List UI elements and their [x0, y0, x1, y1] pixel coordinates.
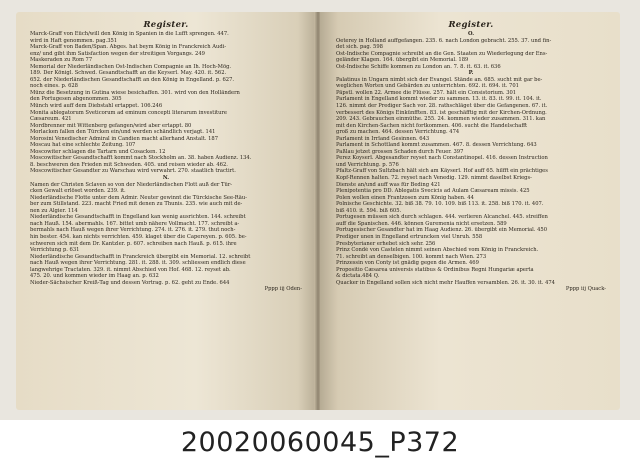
register-entry-line: Prediger unen in Engelland ertruncken viel Unruh. 558: [336, 233, 483, 240]
register-entry-line: Namen der Christen Sclaven so von der Niederländischen Flott auß der Tür-: [30, 181, 233, 188]
section-letter: O.: [467, 31, 475, 37]
register-entry-line: 71. schreibt an denselbigen. 100. kommt nach Wien. 273: [336, 253, 487, 260]
register-entry-line: Pfaltz-Graff von Sultzbach hält sich am Käyserl. Hof auff 65. hilfft ein prächtiges: [336, 168, 548, 175]
section-letter: P.: [468, 70, 474, 77]
register-entry-line: Morosini Venedischer Admiral in Candien macht allerhand Anstalt. 187: [30, 135, 219, 142]
left-page-header: Register.: [143, 20, 189, 30]
register-entry-line: Presbyterianer erhebet sich sehr. 256: [336, 240, 436, 247]
register-entry-line: Päpstl. wollen 22. Armee die Flüsse. 257. hält ein Consistorium. 301: [336, 89, 517, 96]
register-entry-line: Perez Koyserl. Abgesandter reyset nach Constantinopel. 416. dessen Instruction: [336, 155, 548, 162]
register-entry-line: bermahls nach Hauß wegen ihrer Verrichtung. 274. it. 276. it. 279. thut noch-: [30, 227, 236, 234]
register-entry-line: Parlament in Engelland kommt wieder zu sammen. 13. it. 83. it. 99. it. 104. it.: [336, 96, 542, 103]
register-entry-line: Pppp iij Oden-: [264, 286, 302, 293]
register-entry-line: Polnische Geschichte. 32. biß 38. 79. 10. 109. biß 113. it. 258. biß 170. it. 407.: [336, 201, 544, 208]
register-entry-line: Münch wird auff dem Diebstahl ertappet. 106.246: [30, 103, 163, 110]
register-entry-line: groß zu machen. 464. dessen Verrichtung. 474: [336, 129, 460, 136]
register-entry-line: Kopf-Rennen halten. 72. reyset nach Venedig. 129. nimmt daselbst Kriegs-: [336, 175, 532, 182]
right-register-lines: [336, 31, 606, 293]
register-entry-line: auff die Spanischen. 446. können Guremenia nicht ersetzen. 589: [336, 220, 507, 227]
register-entry-line: Parlament in Irrland Gesinnen. 643: [336, 135, 430, 142]
register-entry-line: Prinz Condé von Castelen nimmt seinen Abschied vom König in Franckreich.: [336, 247, 539, 254]
register-entry-line: nach Hauß. 154. abermahls. 167. bittet umb nähere Vollmacht. 177. schreibt a-: [30, 220, 240, 227]
register-entry-line: Plenipotentia pro DD. Ablegatis Svecicis ad Aulam Cæsaream missis. 425: [336, 188, 530, 195]
register-entry-line: Niederländische Gesandtschafft in Engelland kan wenig ausrichten. 144. schreibt: [30, 214, 246, 221]
register-entry-line: Pppp iij Quack-: [565, 286, 606, 293]
register-entry-line: Marck-Graff von Eüch/will den König in Spanien in die Lufft sprengen. 447.: [30, 31, 229, 37]
register-entry-line: Quacker in Engelland sollen sich nicht mehr Hauffen versamblen. 26. it. 30. it. 474: [336, 279, 555, 286]
register-entry-line: weglichen Worten und Gebärden zu unterrichten. 692. it. 694. it. 701: [336, 83, 519, 90]
register-entry-line: Cæsareum. 421: [30, 116, 72, 123]
register-entry-line: 189. Der Königl. Schwed. Gesandtschafft an die Keyserl. May. 420. it. 562.: [30, 70, 227, 77]
register-entry-line: 8. beschweren den Frieden mit Schweden. 405. und reisen wieder ab. 462.: [30, 161, 228, 168]
section-letter: N.: [162, 175, 170, 182]
register-entry-line: schweren sich mit dem Dr. Kantzler. p. 607. schreiben nach Hauß. p. 615. ihre: [30, 240, 237, 247]
register-entry-line: geländer Klagen. 164. übergibt ein Memorial. 189: [336, 57, 469, 64]
register-entry-line: Palatinus in Ungarn nimbt sich der Evangel. Stände an. 685. sucht mit gar be-: [336, 76, 543, 83]
register-entry-line: Memorial der Niederländischen Ost-Indischen Compagnie an Ih. Hoch-Mög.: [30, 63, 232, 70]
register-entry-line: Portugesischer Gesandter hat im Haag Audienz. 26. übergibt ein Memorial. 450: [336, 227, 548, 234]
register-entry-line: Niederländische Gesandtschafft in Franckreich übergibt ein Memorial. 12. schreibt: [30, 253, 251, 260]
register-entry-line: 652. der Niederländischen Gesandtschafft an den König in Engelland. p. 627.: [30, 76, 235, 83]
register-entry-line: Dienste an/und auff was für Beding 421: [336, 181, 441, 188]
register-entry-line: Moscowiter schlagen die Tartarn und Cosacken. 12: [30, 148, 166, 155]
left-page: [16, 12, 316, 410]
register-entry-line: Ost-Indische Schiffe kommen zu London an. 7. 8. it. 63. it. 636: [336, 63, 501, 70]
register-entry-line: enz/ und gibt ihm Satisfaction wegen der streitigen Vorgangs. 249: [30, 50, 205, 57]
register-entry-line: Ost-Indische Compagnie schreibt an die Gen. Staaten zu Wiederlegung der Ens-: [336, 50, 548, 57]
register-entry-line: Monita ablegatorum Sveticorum ad eminum concepti literarum investiture: [30, 109, 227, 116]
register-entry-line: langwehrige Tractaten. 329. it. nimmt Abschied von Hof. 468. 12. reyset ab.: [30, 266, 231, 273]
register-entry-line: verbessert des Königs Einkünfften. 83. ist geschäfftig mit der Kirchen-Ordnung.: [336, 109, 547, 116]
register-entry-line: Verrichtung p. 631: [30, 247, 80, 254]
register-entry-line: Prinzessin von Conty ist gnädig gegen die Armen. 469: [336, 260, 479, 267]
register-entry-line: cken Gewalt erlöset worden. 239. it.: [30, 188, 126, 195]
register-entry-line: und Verrichtung. p. 576: [336, 161, 399, 168]
register-entry-line: Polen wollen einen Frantzosen zum König haben. 44: [336, 194, 474, 201]
register-entry-line: Nieder-Sächsischer Kreiß-Tag und dessen Vortrag. p. 62. geht zu Ende. 644: [30, 279, 230, 286]
register-entry-line: ber zum Stillstand. 223. macht Fried mit denen zu Thunis. 235. wie auch mit de-: [30, 201, 243, 208]
register-entry-line: Marck-Graff von Baden/Span. Abges. hat beym König in Franckreich Audi-: [30, 44, 227, 51]
register-entry-line: hin bester. 454. kan nichts verrichten. 459. klaget über die Capereyen. p. 605. be-: [30, 233, 247, 240]
register-entry-line: 475. 20. und kommen wieder im Haag an. p. 632: [30, 273, 159, 280]
register-entry-line: wird in Haft genommen. pag.351: [30, 37, 118, 44]
register-entry-line: Münz die Besetzung in Gutina wiese besichaffen. 301. wird von den Holländern: [30, 89, 240, 96]
register-entry-line: Paßlau jetzet grossen Schaden durch Feuer. 397: [336, 148, 464, 155]
register-entry-line: Propositio Cæsarea universis statibus & Ordinibus Regni Hungariæ aperta: [336, 266, 534, 273]
register-entry-line: Moscowitischer Gesandtschafft kommt nach Stockholm an. 38. haben Audienz. 134.: [30, 155, 252, 162]
register-entry-line: Niederländische Flotte unter dem Admir. Neuter gewinnt die Türckische See-Räu-: [30, 194, 247, 201]
register-entry-line: noch eines. p. 628: [30, 83, 78, 90]
left-register-lines: [30, 31, 302, 293]
register-entry-line: nen zu Algier. 114: [30, 207, 78, 214]
image-caption: 20020060045_P372: [180, 427, 460, 458]
register-entry-line: Moscau hat eine schlechte Zeitung. 107: [30, 142, 136, 149]
register-entry-line: Maskeraden zu Rom 77: [30, 57, 93, 64]
right-page: [320, 12, 620, 410]
register-entry-line: mit den Kirchen-Sachen nicht fortkommen. 406. sucht die Handelschafft: [336, 122, 528, 129]
register-entry-line: Mordbrenner mit Wittenberg gefangen/wird aber ertappt. 80: [30, 122, 192, 129]
right-page-header: Register.: [448, 20, 494, 30]
register-entry-line: & dictata.484 Q.: [336, 273, 380, 280]
register-entry-line: 209. 243. Gebrauchen einmüthe. 255. 24. kommen wieder zusammen. 311. kan: [336, 116, 546, 123]
register-entry-line: 126. nimmt der Prediger Sach vor. 28. rathschläget über die Gefangenen. 67. it.: [336, 103, 548, 110]
register-entry-line: biß 410. it. 594. biß 605.: [336, 207, 402, 214]
register-entry-line: Moscowitischer Gesandter zu Warschau wird verwahrt. 270. staatlich tractirt.: [30, 168, 236, 175]
register-entry-line: nach Hauß wegen ihrer Verrichtung. 281. it. 288. it. 309. schliessen endlich diese: [30, 260, 246, 267]
register-entry-line: Morlacken fallen den Türcken ein/und werden schändlich verjagt. 141: [30, 129, 216, 136]
register-entry-line: det sich. pag. 598: [336, 44, 383, 51]
register-entry-line: Portugesen müssen sich durch schlagen. 444. verlieren Alcanchel. 445. streiffen: [336, 214, 548, 221]
register-entry-line: Parlament in Schottland kommt zusammen. 467. 8. dessen Verrichtung. 643: [336, 142, 537, 149]
register-entry-line: Oeterey in Holland auffgefangen. 235. 6. nach London gebracht. 255. 37. und fin-: [336, 37, 552, 44]
register-entry-line: den Portugesen abgenommen. 305: [30, 96, 122, 103]
